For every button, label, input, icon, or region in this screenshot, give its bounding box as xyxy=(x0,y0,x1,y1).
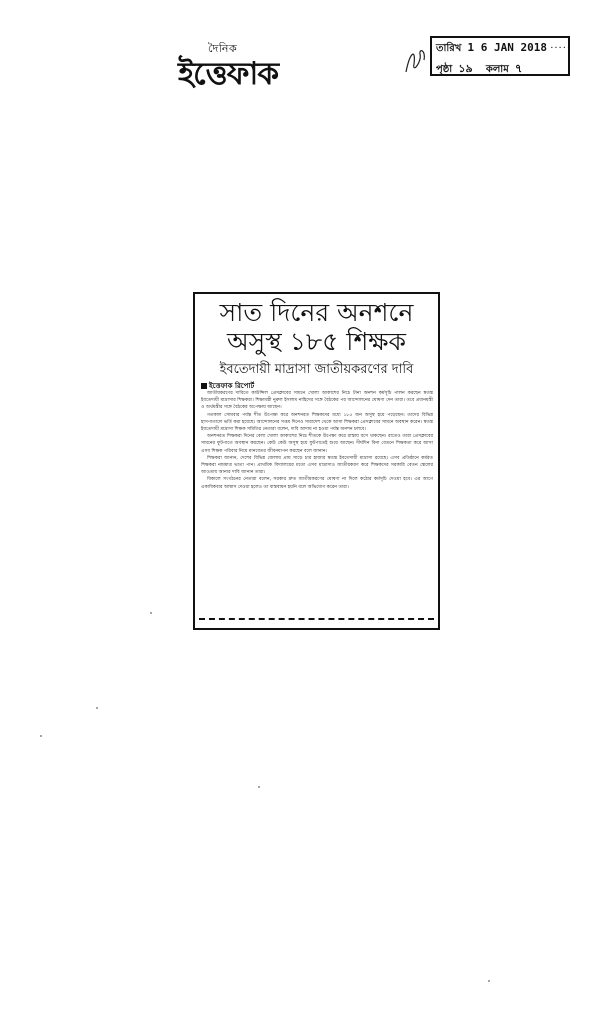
article-paragraph: শিক্ষকরা জানান, দেশের বিভিন্ন জেলায় প্রায় সাড়ে চার হাজার স্বতন্ত্র ইবতেদায়ী মাদ্রাসা রয়েছে। এসব প্রতিষ্ঠানে কর্মরত শিক্ষকরা নামমাত্র ভাতা পান। প্রাথমিক বিদ্যালয়ের মতো এসব মাদ্রাসাও জাতীয়করণ করে শিক্ষকদের সরকারি বেতন স্কেলের আওতায় আনার দাবি জানান তারা। xyxy=(201,455,433,476)
masthead-newspaper-name: ইত্তেফাক xyxy=(178,56,279,92)
stamp-page-label: পৃষ্ঠা xyxy=(436,64,453,75)
stamp-page-column-row xyxy=(436,60,522,79)
scan-speck xyxy=(488,980,490,982)
stamp-date-label: তারিখ xyxy=(436,43,462,54)
article-paragraph: জাতীয়করণের দাবিতে কাউন্সিল প্রেসক্লাবের সামনে খোলা আকাশের নিচে টানা অনশন কর্মসূচি পালন করছেন স্বতন্ত্র ইবতেদায়ী মাদ্রাসার শিক্ষকরা। শিক্ষামন্ত্রী নুরুল ইসলাম নাহিদের সঙ্গে বৈঠকের পর আন্দোলনের ঘোষণা দেন তারা। তবে প্রধানমন্ত্রী ও অর্থমন্ত্রীর সঙ্গে বৈঠকের অপেক্ষায় আছেন। xyxy=(201,391,433,411)
headline-line-2: অসুস্থ ১৮৫ শিক্ষক xyxy=(227,327,406,356)
stamp-date-row xyxy=(436,41,571,58)
stamp-column-label: কলাম xyxy=(485,64,509,75)
article-body xyxy=(201,390,433,618)
archive-date-stamp xyxy=(430,36,570,76)
stamp-date-value: 1 6 JAN 2018 xyxy=(467,41,548,54)
article-subheadline: ইবতেদায়ী মাদ্রাসা জাতীয়করণের দাবি xyxy=(219,362,414,377)
stamp-page-value: ১৯ xyxy=(458,62,473,75)
headline-line-1: সাত দিনের অনশনে xyxy=(219,298,414,327)
stamp-column-value: ৭ xyxy=(514,62,523,75)
scan-speck xyxy=(96,707,98,709)
scan-speck xyxy=(40,735,42,737)
scan-speck xyxy=(258,786,260,788)
stamp-dotted-line: ····· xyxy=(550,43,572,54)
byline-square-icon xyxy=(201,383,207,389)
article-paragraph: অনশনরত শিক্ষকরা দিনের বেলা খোলা আকাশের নিচে শীতকে উপেক্ষা করে রাস্তায় বসে থাকছেন। রাতেও তারা প্রেসক্লাবের সামনের ফুটপাতে অবস্থান করছেন। কেউ কেউ অসুস্থ হয়ে ফুটপাতেই শুয়ে আছেন। দীর্ঘদিন বিনা বেতনে শিক্ষকতা করে আসা এসব শিক্ষক পরিবার নিয়ে মানবেতর জীবনযাপন করছেন বলে জানান। xyxy=(201,434,433,454)
article-paragraph: বিকালে সংগঠনের নেতারা বলেন, সরকার দ্রুত জাতীয়করণের ঘোষণা না দিলে কঠোর কর্মসূচি দেওয়া হবে। এর আগে একাধিকবার আশ্বাস দেওয়া হলেও তা বাস্তবায়ন হয়নি বলে অভিযোগ করেন তারা। xyxy=(201,477,433,490)
masthead-daily-label: দৈনিক xyxy=(208,42,238,55)
article-paragraph: গতকাল সোমবার পর্যন্ত শীত উপেক্ষা করে অনশনরত শিক্ষকদের মধ্যে ১৮৫ জন অসুস্থ হয়ে পড়েছেন। তাদের বিভিন্ন হাসপাতালে ভর্তি করা হয়েছে। আন্দোলনের সপ্তম দিনেও সারাদেশ থেকে আসা শিক্ষকরা প্রেসক্লাবের সামনে অবস্থান করেন। স্বতন্ত্র ইবতেদায়ী মাদ্রাসা শিক্ষক সমিতির নেতারা বলেন, দাবি আদায় না হওয়া পর্যন্ত অনশন চলবে। xyxy=(201,412,433,433)
scan-speck xyxy=(150,612,152,614)
byline-text: ইত্তেফাক রিপোর্ট xyxy=(209,382,255,390)
clipping-torn-edge xyxy=(199,618,434,626)
newspaper-clipping xyxy=(193,292,440,630)
